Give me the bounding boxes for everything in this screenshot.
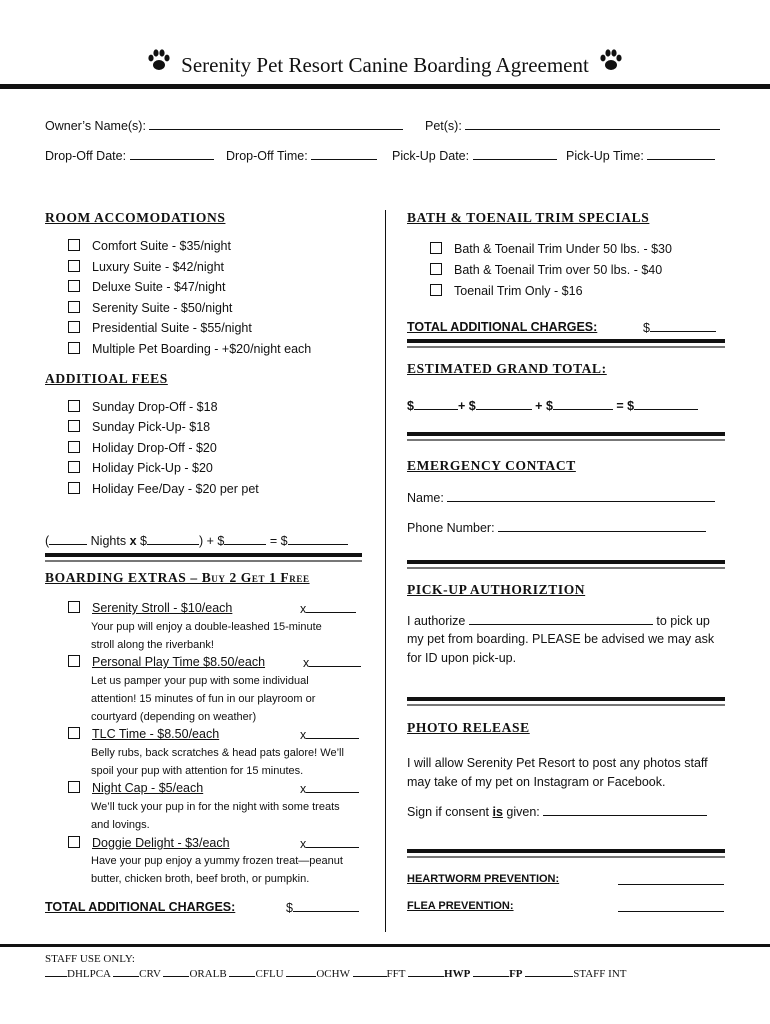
signature-line[interactable] [543, 804, 707, 816]
extra-description: Have your pup enjoy a yummy frozen treat—peanut butter, chicken broth, beef broth, or pumpkin. [91, 855, 343, 885]
bath-total-line[interactable] [650, 320, 716, 332]
extra-description: Your pup will enjoy a double-leashed 15-minute stroll along the riverbank! [91, 621, 322, 651]
grand-total-heading: ESTIMATED GRAND TOTAL: [407, 361, 607, 376]
pickup-time-field[interactable]: Pick-Up Time: [566, 148, 715, 163]
fee-option-sunday-pickup[interactable]: Sunday Pick-Up- $18 [68, 420, 210, 434]
title-text: Serenity Pet Resort Canine Boarding Agreement [181, 53, 589, 77]
checkbox[interactable] [68, 239, 80, 251]
bath-heading: BATH & TOENAIL TRIM SPECIALS [407, 210, 650, 225]
room-option-serenity[interactable]: Serenity Suite - $50/night [68, 301, 232, 315]
extra-night-cap[interactable]: Night Cap - $5/each [68, 781, 203, 795]
qty-line[interactable] [306, 836, 359, 848]
extra-qty[interactable]: x [303, 655, 361, 670]
paw-icon [598, 48, 624, 80]
extras-total-field[interactable]: $ [286, 900, 359, 915]
checkbox[interactable] [68, 321, 80, 333]
pets-line[interactable] [465, 118, 720, 130]
authorized-person-line[interactable] [469, 613, 653, 625]
checkbox[interactable] [68, 342, 80, 354]
qty-line[interactable] [306, 727, 359, 739]
photo-release-line1: I will allow Serenity Pet Resort to post any photos staff [407, 756, 708, 770]
fee-option-holiday-fee[interactable]: Holiday Fee/Day - $20 per pet [68, 482, 259, 496]
extra-description: Let us pamper your pup with some individual attention! 15 minutes of fun in our playroom or courtyard (depending on weather) [91, 675, 316, 723]
checkbox[interactable] [68, 461, 80, 473]
grand-total-line[interactable] [634, 398, 698, 410]
staff-use-label: STAFF USE ONLY: [45, 953, 135, 965]
fees-line[interactable] [224, 533, 266, 545]
right-separator-shadow [407, 856, 725, 858]
photo-consent-signature[interactable]: Sign if consent is given: [407, 804, 707, 819]
checkbox[interactable] [430, 242, 442, 254]
qty-line[interactable] [306, 781, 359, 793]
room-option-presidential[interactable]: Presidential Suite - $55/night [68, 321, 252, 335]
checkbox[interactable] [68, 601, 80, 613]
emergency-heading: EMERGENCY CONTACT [407, 458, 576, 473]
extra-personal-play-time[interactable]: Personal Play Time $8.50/each [68, 655, 265, 669]
pickup-auth-heading: PICK-UP AUTHORIZTION [407, 582, 586, 597]
fee-option-holiday-dropoff[interactable]: Holiday Drop-Off - $20 [68, 441, 217, 455]
extras-total-line[interactable] [553, 398, 613, 410]
right-separator [407, 697, 725, 701]
extras-total-line[interactable] [293, 900, 359, 912]
fee-option-holiday-pickup[interactable]: Holiday Pick-Up - $20 [68, 461, 213, 475]
nights-formula[interactable]: ( Nights x $ ) + $ = $ [45, 533, 348, 548]
page-title [0, 48, 770, 80]
right-separator [407, 339, 725, 343]
staff-codes[interactable]: DHLPCA CRV ORALB CFLU OCHW FFT HWP FP STAFF INT [45, 967, 627, 980]
checkbox[interactable] [68, 482, 80, 494]
extra-qty[interactable]: x [300, 836, 359, 851]
grand-total-formula[interactable]: $ + $ + $ = $ [407, 398, 698, 413]
room-option-comfort[interactable]: Comfort Suite - $35/night [68, 239, 231, 253]
owner-name-line[interactable] [149, 118, 403, 130]
extra-description: Belly rubs, back scratches & head pats galore! We’ll spoil your pup with attention for 15 minutes. [91, 747, 344, 777]
bath-option-under-50[interactable]: Bath & Toenail Trim Under 50 lbs. - $30 [430, 242, 672, 256]
extra-qty[interactable]: x [300, 781, 359, 796]
checkbox[interactable] [68, 781, 80, 793]
heartworm-prevention-field[interactable] [618, 873, 724, 888]
right-separator [407, 560, 725, 564]
rate-line[interactable] [147, 533, 199, 545]
extra-serenity-stroll[interactable]: Serenity Stroll - $10/each [68, 601, 232, 615]
dropoff-time-field[interactable]: Drop-Off Time: [226, 148, 377, 163]
right-separator-shadow [407, 704, 725, 706]
emergency-phone-field[interactable]: Phone Number: [407, 520, 706, 535]
room-option-luxury[interactable]: Luxury Suite - $42/night [68, 260, 224, 274]
checkbox[interactable] [68, 836, 80, 848]
emergency-phone-line[interactable] [498, 520, 706, 532]
fee-option-sunday-dropoff[interactable]: Sunday Drop-Off - $18 [68, 400, 218, 414]
bath-option-over-50[interactable]: Bath & Toenail Trim over 50 lbs. - $40 [430, 263, 662, 277]
emergency-name-line[interactable] [447, 490, 715, 502]
pickup-auth-line1[interactable]: I authorize to pick up [407, 614, 710, 628]
room-total-line[interactable] [414, 398, 458, 410]
bath-total-label: TOTAL ADDITIONAL CHARGES: [407, 320, 598, 334]
pickup-time-line[interactable] [647, 148, 715, 160]
extras-heading: BOARDING EXTRAS – Buy 2 Get 1 Free [45, 570, 310, 585]
photo-release-line2: may take of my pet on Instagram or Facebook. [407, 775, 666, 789]
right-separator-shadow [407, 346, 725, 348]
checkbox[interactable] [68, 655, 80, 667]
extras-total-label: TOTAL ADDITIONAL CHARGES: [45, 900, 236, 914]
pets-field[interactable]: Pet(s): [425, 118, 720, 133]
heartworm-line[interactable] [618, 873, 724, 885]
nights-line[interactable] [49, 533, 87, 545]
room-option-multiple[interactable]: Multiple Pet Boarding - +$20/night each [68, 342, 311, 356]
pickup-date-line[interactable] [473, 148, 557, 160]
staff-rule [0, 944, 770, 947]
checkbox[interactable] [430, 284, 442, 296]
pickup-date-field[interactable]: Pick-Up Date: [392, 148, 557, 163]
paw-icon [146, 48, 172, 80]
right-separator [407, 849, 725, 853]
photo-release-heading: PHOTO RELEASE [407, 720, 530, 735]
qty-line[interactable] [306, 601, 356, 613]
pickup-auth-line3: for ID upon pick-up. [407, 651, 517, 665]
right-separator [407, 432, 725, 436]
checkbox[interactable] [68, 400, 80, 412]
pickup-auth-line2: my pet from boarding. PLEASE be advised we may ask [407, 632, 715, 646]
extra-qty[interactable]: x [300, 727, 359, 742]
flea-prevention-field[interactable] [618, 900, 724, 915]
fees-heading: ADDITIOAL FEES [45, 371, 168, 386]
extra-description: We’ll tuck your pup in for the night with some treats and lovings. [91, 801, 340, 831]
right-separator-shadow [407, 567, 725, 569]
checkbox[interactable] [68, 441, 80, 453]
extra-tlc-time[interactable]: TLC Time - $8.50/each [68, 727, 219, 741]
extra-qty[interactable]: x [300, 601, 356, 616]
bath-total-field[interactable]: $ [643, 320, 716, 335]
flea-prevention-label: FLEA PREVENTION: [407, 900, 514, 912]
rooms-heading: ROOM ACCOMODATIONS [45, 210, 226, 225]
checkbox[interactable] [68, 260, 80, 272]
left-separator-shadow [45, 560, 362, 562]
owner-name-field[interactable]: Owner’s Name(s): [45, 118, 403, 133]
checkbox[interactable] [68, 301, 80, 313]
room-option-deluxe[interactable]: Deluxe Suite - $47/night [68, 280, 225, 294]
toenail-option[interactable]: Toenail Trim Only - $16 [430, 284, 583, 298]
flea-line[interactable] [618, 900, 724, 912]
dropoff-date-line[interactable] [130, 148, 214, 160]
title-rule [0, 84, 770, 89]
checkbox[interactable] [430, 263, 442, 275]
dropoff-date-field[interactable]: Drop-Off Date: [45, 148, 214, 163]
left-separator [45, 553, 362, 557]
checkbox[interactable] [68, 280, 80, 292]
dropoff-time-line[interactable] [311, 148, 377, 160]
checkbox[interactable] [68, 727, 80, 739]
emergency-name-field[interactable]: Name: [407, 490, 715, 505]
subtotal-line[interactable] [288, 533, 348, 545]
fees-total-line[interactable] [476, 398, 532, 410]
column-divider [385, 210, 386, 932]
heartworm-prevention-label: HEARTWORM PREVENTION: [407, 873, 560, 885]
right-separator-shadow [407, 439, 725, 441]
extra-doggie-delight[interactable]: Doggie Delight - $3/each [68, 836, 230, 850]
qty-line[interactable] [309, 655, 361, 667]
checkbox[interactable] [68, 420, 80, 432]
